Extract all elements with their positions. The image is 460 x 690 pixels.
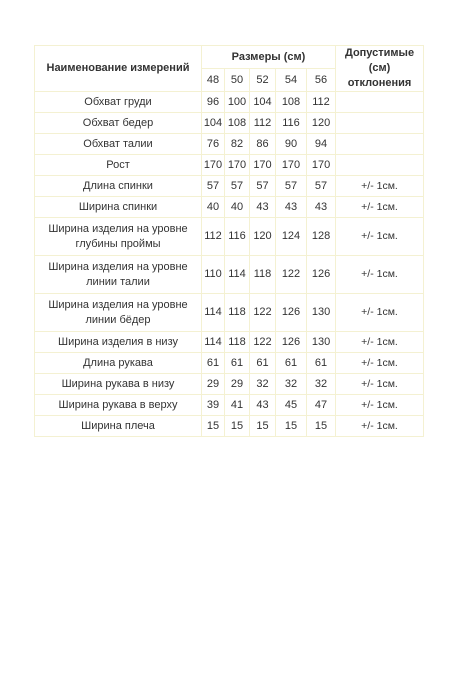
size-value-cell: 32 <box>276 374 307 395</box>
table-row <box>35 395 424 416</box>
size-value-cell: 57 <box>307 176 336 197</box>
size-value-cell: 104 <box>250 92 276 113</box>
size-value-cell: 170 <box>276 155 307 176</box>
tolerance-cell: +/- 1см. <box>336 353 424 374</box>
size-value-cell: 100 <box>225 92 250 113</box>
size-column-header: 50 <box>225 69 250 92</box>
table-row <box>35 294 424 332</box>
size-value-cell: 15 <box>307 416 336 437</box>
tolerance-cell <box>336 113 424 134</box>
table-row <box>35 332 424 353</box>
size-value-cell: 15 <box>276 416 307 437</box>
tolerance-cell <box>336 134 424 155</box>
size-value-cell: 82 <box>225 134 250 155</box>
measurement-name-cell: Рост <box>35 155 202 176</box>
size-value-cell: 122 <box>250 332 276 353</box>
size-value-cell: 57 <box>225 176 250 197</box>
size-value-cell: 120 <box>307 113 336 134</box>
tolerance-cell: +/- 1см. <box>336 416 424 437</box>
size-value-cell: 15 <box>250 416 276 437</box>
table-row <box>35 197 424 218</box>
size-value-cell: 110 <box>202 256 225 294</box>
size-value-cell: 57 <box>202 176 225 197</box>
size-value-cell: 170 <box>202 155 225 176</box>
size-value-cell: 104 <box>202 113 225 134</box>
size-value-cell: 124 <box>276 218 307 256</box>
size-column-header: 56 <box>307 69 336 92</box>
size-value-cell: 61 <box>276 353 307 374</box>
measurement-name-cell: Ширина изделия в низу <box>35 332 202 353</box>
table-row <box>35 113 424 134</box>
tolerance-cell: +/- 1см. <box>336 294 424 332</box>
size-value-cell: 126 <box>276 332 307 353</box>
size-value-cell: 118 <box>225 332 250 353</box>
size-value-cell: 29 <box>202 374 225 395</box>
size-value-cell: 57 <box>250 176 276 197</box>
size-value-cell: 57 <box>276 176 307 197</box>
tolerance-cell: +/- 1см. <box>336 256 424 294</box>
size-value-cell: 122 <box>250 294 276 332</box>
measurement-name-header: Наименование измерений <box>35 46 202 92</box>
tolerance-cell <box>336 92 424 113</box>
measurement-name-cell: Ширина спинки <box>35 197 202 218</box>
tolerance-cell: +/- 1см. <box>336 176 424 197</box>
size-value-cell: 39 <box>202 395 225 416</box>
size-value-cell: 128 <box>307 218 336 256</box>
table-row <box>35 256 424 294</box>
size-value-cell: 61 <box>225 353 250 374</box>
tolerance-cell <box>336 155 424 176</box>
size-value-cell: 15 <box>225 416 250 437</box>
sizes-header: Размеры (см) <box>202 46 336 69</box>
size-value-cell: 61 <box>307 353 336 374</box>
size-value-cell: 45 <box>276 395 307 416</box>
measurement-name-cell: Ширина плеча <box>35 416 202 437</box>
table-row <box>35 134 424 155</box>
size-value-cell: 43 <box>250 395 276 416</box>
tolerance-cell: +/- 1см. <box>336 395 424 416</box>
size-value-cell: 86 <box>250 134 276 155</box>
measurement-name-cell: Обхват бедер <box>35 113 202 134</box>
size-value-cell: 43 <box>307 197 336 218</box>
size-value-cell: 170 <box>307 155 336 176</box>
size-value-cell: 41 <box>225 395 250 416</box>
table-row <box>35 353 424 374</box>
size-value-cell: 170 <box>250 155 276 176</box>
size-value-cell: 43 <box>276 197 307 218</box>
size-value-cell: 29 <box>225 374 250 395</box>
size-value-cell: 118 <box>225 294 250 332</box>
size-value-cell: 120 <box>250 218 276 256</box>
size-value-cell: 116 <box>225 218 250 256</box>
size-value-cell: 61 <box>250 353 276 374</box>
tolerance-cell: +/- 1см. <box>336 197 424 218</box>
tolerance-cell: +/- 1см. <box>336 374 424 395</box>
size-value-cell: 130 <box>307 294 336 332</box>
size-value-cell: 170 <box>225 155 250 176</box>
measurement-name-cell: Ширина рукава в верху <box>35 395 202 416</box>
measurement-name-cell: Ширина изделия на уровне линии бёдер <box>35 294 202 332</box>
table-row <box>35 374 424 395</box>
size-value-cell: 90 <box>276 134 307 155</box>
measurement-name-cell: Длина рукава <box>35 353 202 374</box>
size-value-cell: 130 <box>307 332 336 353</box>
measurement-name-cell: Обхват груди <box>35 92 202 113</box>
size-value-cell: 114 <box>225 256 250 294</box>
size-value-cell: 32 <box>307 374 336 395</box>
size-value-cell: 94 <box>307 134 336 155</box>
measurement-name-cell: Обхват талии <box>35 134 202 155</box>
table-row <box>35 176 424 197</box>
measurement-name-cell: Ширина изделия на уровне глубины проймы <box>35 218 202 256</box>
size-value-cell: 118 <box>250 256 276 294</box>
size-value-cell: 126 <box>276 294 307 332</box>
size-column-header: 54 <box>276 69 307 92</box>
tolerance-cell: +/- 1см. <box>336 218 424 256</box>
size-value-cell: 47 <box>307 395 336 416</box>
measurement-name-cell: Ширина рукава в низу <box>35 374 202 395</box>
measurement-name-cell: Ширина изделия на уровне линии талии <box>35 256 202 294</box>
size-value-cell: 112 <box>250 113 276 134</box>
table-row <box>35 155 424 176</box>
size-value-cell: 114 <box>202 294 225 332</box>
size-column-header: 52 <box>250 69 276 92</box>
tolerance-cell: +/- 1см. <box>336 332 424 353</box>
table-row <box>35 92 424 113</box>
table-body <box>35 46 424 437</box>
size-value-cell: 40 <box>202 197 225 218</box>
size-chart-table <box>34 45 424 437</box>
size-value-cell: 122 <box>276 256 307 294</box>
tolerance-header: Допустимые (см) отклонения <box>336 46 424 92</box>
size-value-cell: 114 <box>202 332 225 353</box>
size-value-cell: 96 <box>202 92 225 113</box>
size-value-cell: 112 <box>307 92 336 113</box>
size-value-cell: 32 <box>250 374 276 395</box>
size-value-cell: 112 <box>202 218 225 256</box>
measurement-name-cell: Длина спинки <box>35 176 202 197</box>
size-value-cell: 126 <box>307 256 336 294</box>
size-value-cell: 40 <box>225 197 250 218</box>
size-value-cell: 76 <box>202 134 225 155</box>
header-row <box>35 46 424 69</box>
size-column-header: 48 <box>202 69 225 92</box>
size-value-cell: 108 <box>276 92 307 113</box>
size-value-cell: 61 <box>202 353 225 374</box>
size-value-cell: 15 <box>202 416 225 437</box>
size-value-cell: 116 <box>276 113 307 134</box>
table-row <box>35 416 424 437</box>
table-row <box>35 218 424 256</box>
size-value-cell: 108 <box>225 113 250 134</box>
size-value-cell: 43 <box>250 197 276 218</box>
